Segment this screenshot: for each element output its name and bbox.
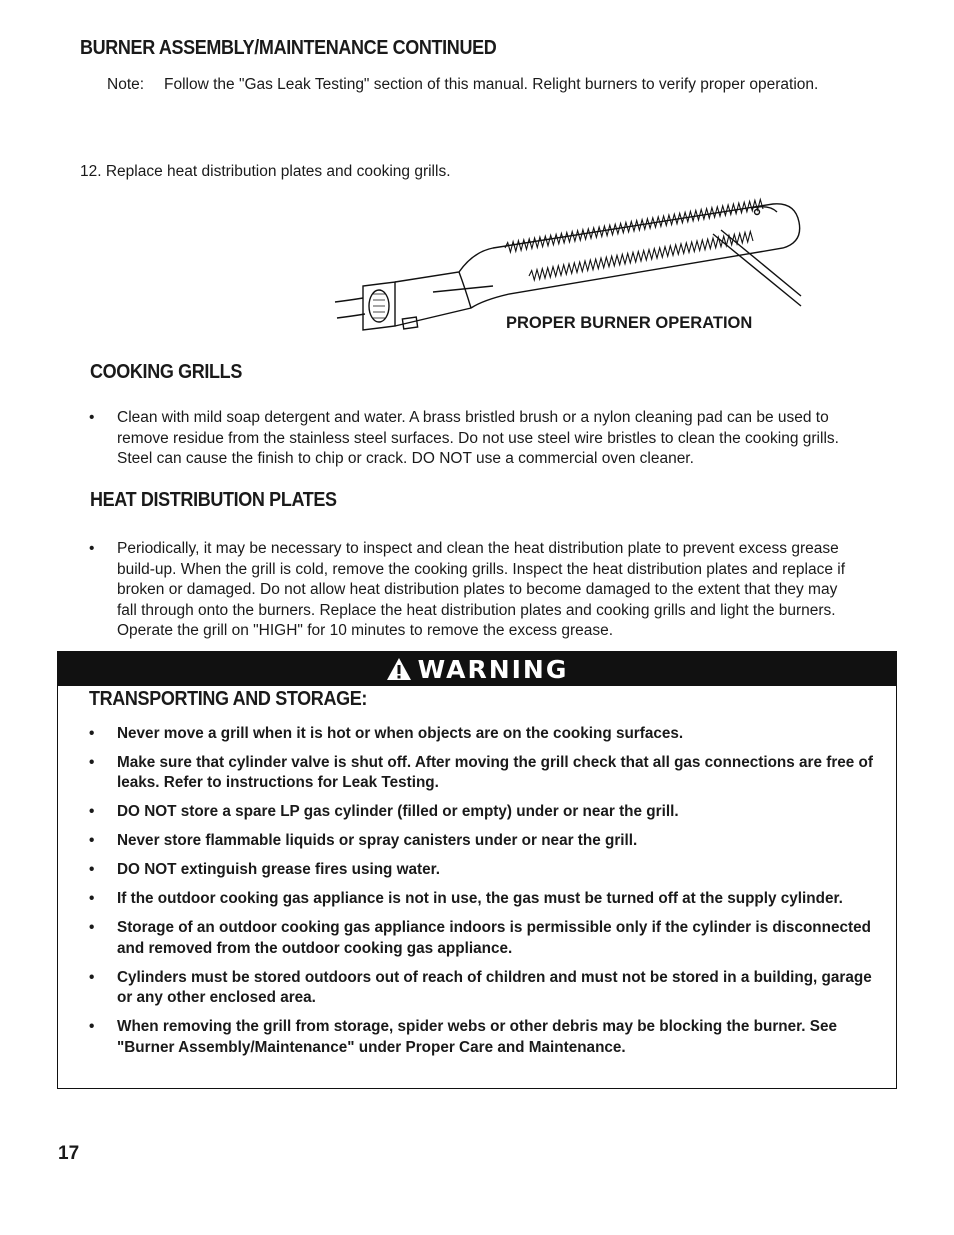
figure-caption: PROPER BURNER OPERATION [506,314,753,332]
warning-title: WARNING [417,654,569,684]
list-item: • Never store flammable liquids or spray canisters under or near the grill. [89,832,638,850]
list-item: • Clean with mild soap detergent and water. A brass bristled brush or a nylon cleaning pad can be used to remove residue from the stainless steel surfaces. Do not use steel wire bristles to clean the cooking grills. Steel can cause the finish to chip or crack. DO NOT use a commercial oven cleaner. [89,409,839,468]
list-item: • Storage of an outdoor cooking gas appliance indoors is permissible only if the cylinder is disconnected and removed from the outdoor cooking gas appliance. [89,919,871,957]
page-number: 17 [58,1143,80,1164]
heat-plates-list [89,539,857,642]
warning-box [57,651,897,1089]
note-text: Follow the "Gas Leak Testing" section of this manual. Relight burners to verify proper operation. [164,76,819,93]
cooking-grills-list [89,408,874,470]
list-item: • DO NOT extinguish grease fires using water. [89,861,441,879]
warning-triangle-icon [386,657,412,681]
warning-list [89,724,879,1058]
list-item: • When removing the grill from storage, spider webs or other debris may be blocking the burner. See "Burner Assembly/Maintenance" under Proper Care and Maintenance. [89,1018,837,1056]
warning-banner [58,652,896,686]
list-item: • Never move a grill when it is hot or when objects are on the cooking surfaces. [89,725,684,742]
section-heading-burner-continued: BURNER ASSEMBLY/MAINTENANCE CONTINUED [80,37,497,59]
section-heading-heat-plates: HEAT DISTRIBUTION PLATES [90,489,337,511]
warning-subheading: TRANSPORTING AND STORAGE: [89,688,368,710]
list-item: • If the outdoor cooking gas appliance is not in use, the gas must be turned off at the supply cylinder. [89,890,843,908]
list-item: • Make sure that cylinder valve is shut off. After moving the grill check that all gas connections are free of leaks. Refer to instructions for Leak Testing. [89,754,873,792]
list-item: • Periodically, it may be necessary to inspect and clean the heat distribution plate to prevent excess grease build-up. When the grill is cold, remove the cooking grills. Inspect the heat distribution plates and replace if broken or damaged. Do not allow heat distribution plates to become damaged to the extent that they may fall through onto the burners. Replace the heat distribution plates and cooking grills and light the burners. Operate the grill on "HIGH" for 10 minutes to remove the excess grease. [89,540,846,640]
section-heading-cooking-grills: COOKING GRILLS [90,361,242,383]
step-12-text: 12. Replace heat distribution plates and cooking grills. [80,163,451,180]
list-item: • Cylinders must be stored outdoors out of reach of children and must not be stored in a building, garage or any other enclosed area. [89,968,872,1007]
note-label: Note: [107,76,145,93]
list-item: • DO NOT store a spare LP gas cylinder (filled or empty) under or near the grill. [89,803,679,821]
